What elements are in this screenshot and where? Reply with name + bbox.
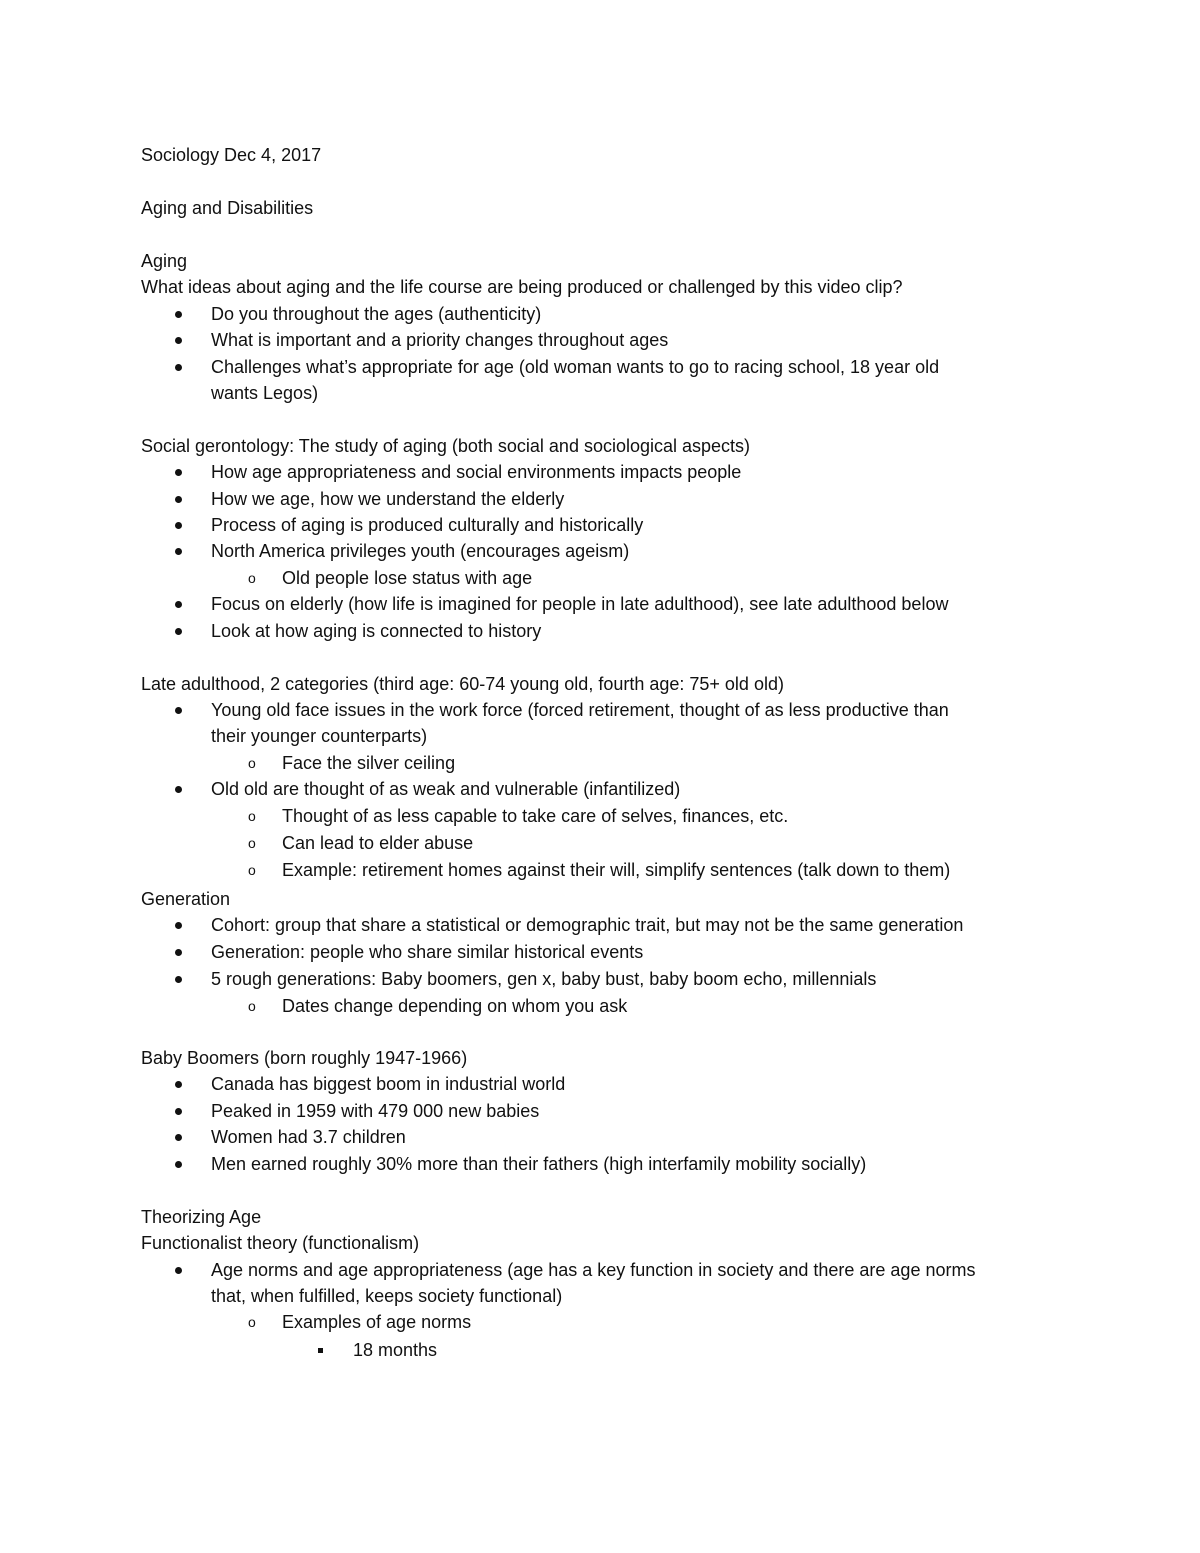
bullet-icon: [175, 337, 182, 344]
bullet-icon: [175, 949, 182, 956]
list-item-continuation: that, when fulfilled, keeps society functional): [211, 1286, 563, 1306]
list-item: Age norms and age appropriateness (age has a key function in society and there are age norms: [0, 1257, 1200, 1284]
bullet-icon: [175, 548, 182, 555]
list-subitem: o Examples of age norms: [0, 1309, 1200, 1336]
subheading-functionalist-theory: Functionalist theory (functionalism): [141, 1233, 420, 1253]
bullet-icon: [175, 496, 182, 503]
list-subitem: o Old people lose status with age: [0, 565, 1200, 592]
list-item: How we age, how we understand the elderly: [0, 486, 1200, 513]
section-heading-baby-boomers: Baby Boomers (born roughly 1947-1966): [141, 1048, 468, 1068]
list-subitem: o Example: retirement homes against their will, simplify sentences (talk down to them): [0, 857, 1200, 884]
circle-bullet-icon: o: [248, 862, 256, 878]
section-heading-generation: Generation: [141, 889, 231, 909]
list-item: Challenges what’s appropriate for age (old woman wants to go to racing school, 18 year old: [0, 354, 1200, 381]
list-item: North America privileges youth (encourages ageism): [0, 538, 1200, 565]
section-heading-aging: Aging: [141, 251, 188, 271]
list-subitem: o Can lead to elder abuse: [0, 830, 1200, 857]
list-item: Women had 3.7 children: [0, 1124, 1200, 1151]
bullet-icon: [175, 786, 182, 793]
section-heading-gerontology: Social gerontology: The study of aging (both social and sociological aspects): [141, 436, 751, 456]
bullet-icon: [175, 469, 182, 476]
list-item: Canada has biggest boom in industrial world: [0, 1071, 1200, 1098]
bullet-icon: [175, 601, 182, 608]
list-item: Look at how aging is connected to history: [0, 618, 1200, 645]
list-item: Do you throughout the ages (authenticity): [0, 301, 1200, 328]
list-item: Peaked in 1959 with 479 000 new babies: [0, 1098, 1200, 1125]
list-subitem: o Face the silver ceiling: [0, 750, 1200, 777]
section-heading-theorizing-age: Theorizing Age: [141, 1207, 262, 1227]
bullet-icon: [175, 311, 182, 318]
circle-bullet-icon: o: [248, 755, 256, 771]
bullet-icon: [175, 1161, 182, 1168]
circle-bullet-icon: o: [248, 570, 256, 586]
list-item: Generation: people who share similar historical events: [0, 939, 1200, 966]
list-item: Focus on elderly (how life is imagined for people in late adulthood), see late adulthood below: [0, 591, 1200, 618]
bullet-icon: [175, 1081, 182, 1088]
list-item: 5 rough generations: Baby boomers, gen x, baby bust, baby boom echo, millennials: [0, 966, 1200, 993]
list-subsubitem: 18 months: [0, 1337, 1200, 1364]
list-subitem: o Thought of as less capable to take care of selves, finances, etc.: [0, 803, 1200, 830]
list-item-continuation: wants Legos): [211, 383, 319, 403]
list-item: Men earned roughly 30% more than their fathers (high interfamily mobility socially): [0, 1151, 1200, 1178]
bullet-icon: [175, 522, 182, 529]
circle-bullet-icon: o: [248, 1314, 256, 1330]
list-subitem: o Dates change depending on whom you ask: [0, 993, 1200, 1020]
circle-bullet-icon: o: [248, 835, 256, 851]
bullet-icon: [175, 922, 182, 929]
square-bullet-icon: [318, 1348, 323, 1353]
section-heading-late-adulthood: Late adulthood, 2 categories (third age: 60-74 young old, fourth age: 75+ old old): [141, 674, 784, 694]
list-item: Cohort: group that share a statistical or demographic trait, but may not be the same generation: [0, 912, 1200, 939]
circle-bullet-icon: o: [248, 808, 256, 824]
document-subtitle: Aging and Disabilities: [141, 198, 314, 218]
bullet-icon: [175, 707, 182, 714]
document-title: Sociology Dec 4, 2017: [141, 145, 322, 165]
list-item: Young old face issues in the work force (forced retirement, thought of as less productive than: [0, 697, 1200, 724]
list-item: What is important and a priority changes throughout ages: [0, 327, 1200, 354]
list-item-continuation: their younger counterparts): [211, 726, 428, 746]
bullet-icon: [175, 1267, 182, 1274]
bullet-icon: [175, 364, 182, 371]
aging-question: What ideas about aging and the life course are being produced or challenged by this video clip?: [141, 277, 903, 297]
bullet-icon: [175, 1108, 182, 1115]
bullet-icon: [175, 1134, 182, 1141]
circle-bullet-icon: o: [248, 998, 256, 1014]
bullet-icon: [175, 628, 182, 635]
list-item: Old old are thought of as weak and vulnerable (infantilized): [0, 776, 1200, 803]
list-item: How age appropriateness and social environments impacts people: [0, 459, 1200, 486]
bullet-icon: [175, 976, 182, 983]
list-item: Process of aging is produced culturally and historically: [0, 512, 1200, 539]
